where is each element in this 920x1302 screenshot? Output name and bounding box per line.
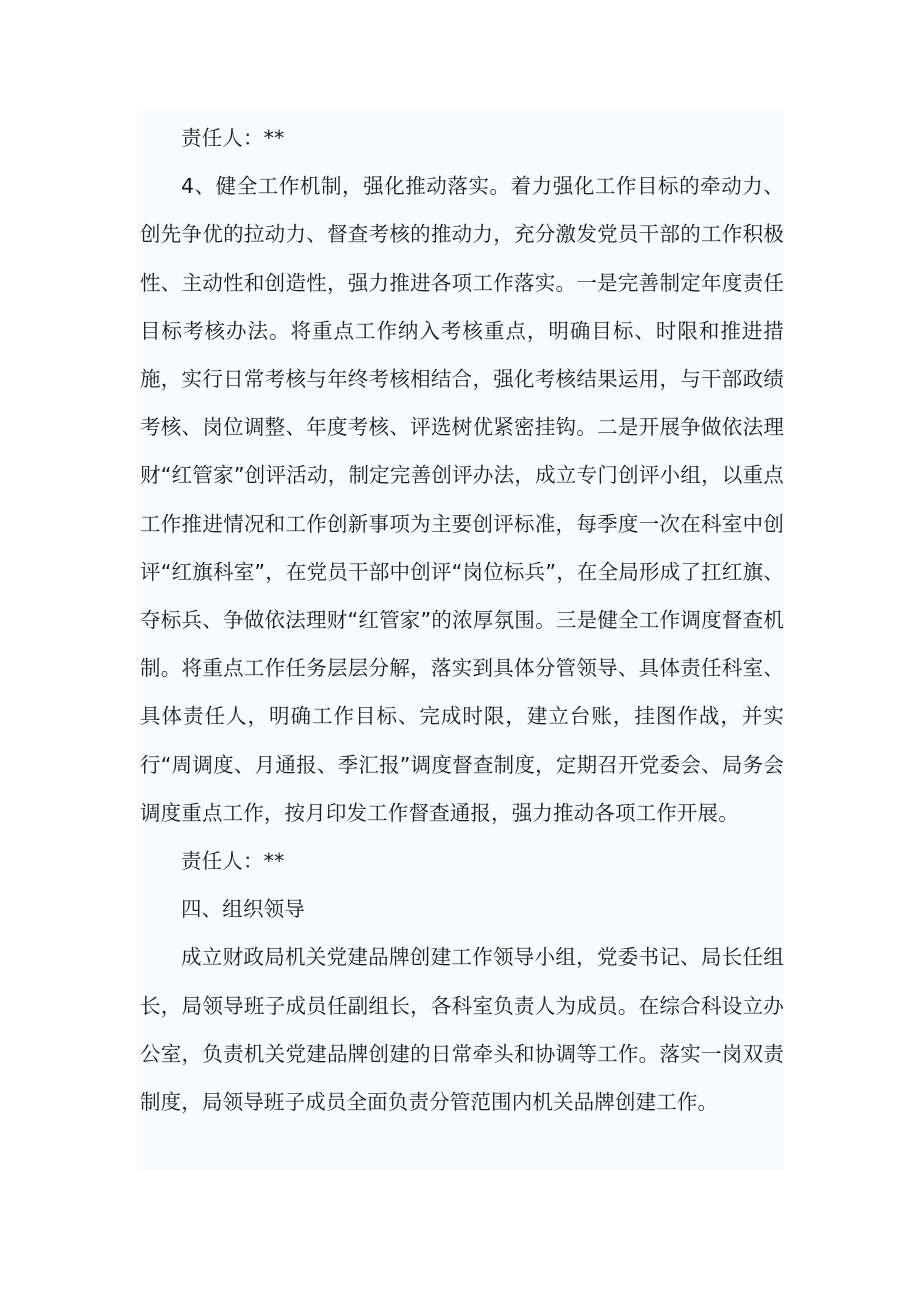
responsible-person-line: 责任人：** <box>181 849 285 874</box>
document-body <box>140 114 784 1126</box>
body-paragraph: 成立财政局机关党建品牌创建工作领导小组，党委书记、局长任组长，局领导班子成员任副组长，各科室负责人为成员。在综合科设立办公室，负责机关党建品牌创建的日常牵头和协调等工作。落实一岗双责制度，局领导班子成员全面负责分管范围内机关品牌创建工作。 <box>140 945 784 1115</box>
responsible-person-line: 责任人：** <box>181 126 285 150</box>
body-paragraph: 4、健全工作机制，强化推动落实。着力强化工作目标的牵动力、创先争优的拉动力、督查考核的推动力，充分激发党员干部的工作积极性、主动性和创造性，强力推进各项工作落实。一是完善制定年度责任目标考核办法。将重点工作纳入考核重点，明确目标、时限和推进措施，实行日常考核与年终考核相结合，强化考核结果运用，与干部政绩考核、岗位调整、年度考核、评选树优紧密挂钩。二是开展争做依法理财“红管家”创评活动，制定完善创评办法，成立专门创评小组，以重点工作推进情况和工作创新事项为主要创评标准，每季度一次在科室中创评“红旗科室”，在党员干部中创评“岗位标兵”，在全局形成了扛红旗、夺标兵、争做依法理财“红管家”的浓厚氛围。三是健全工作调度督查机制。将重点工作任务层层分解，落实到具体分管领导、具体责任科室、具体责任人，明确工作目标、完成时限，建立台账，挂图作战，并实行“周调度、月通报、季汇报”调度督查制度，定期召开党委会、局务会调度重点工作，按月印发工作督查通报，强力推动各项工作开展。 <box>140 174 784 825</box>
document-page <box>137 111 784 1171</box>
section-heading: 四、组织领导 <box>181 897 305 922</box>
